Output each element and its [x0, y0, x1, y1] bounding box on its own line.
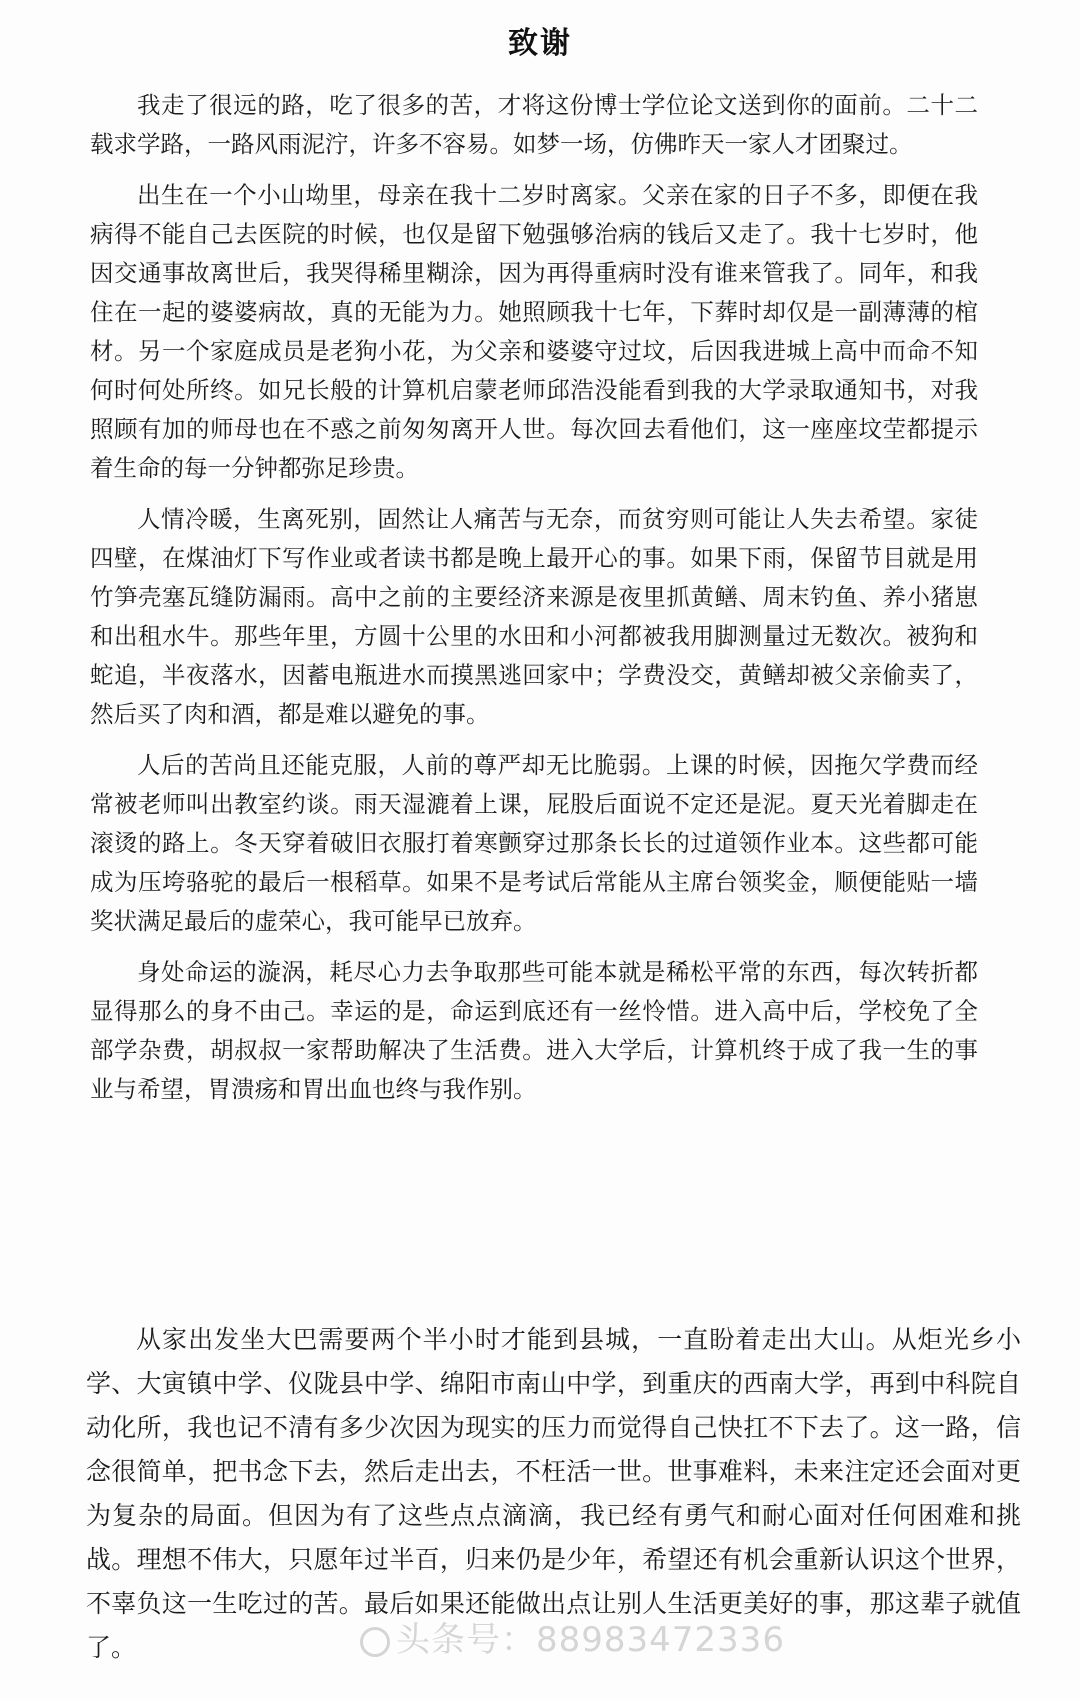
paragraph-2: 出生在一个小山坳里，母亲在我十二岁时离家。父亲在家的日子不多，即便在我病得不能自己去医院的时候，也仅是留下勉强够治病的钱后又走了。我十七岁时，他因交通事故离世后，我哭得稀里糊涂，因为再得重病时没有谁来管我了。同年，和我住在一起的婆婆病故，真的无能为力。她照顾我十七年，下葬时却仅是一副薄薄的棺材。另一个家庭成员是老狗小花，为父亲和婆婆守过坟，后因我进城上高中而命不知何时何处所终。如兄长般的计算机启蒙老师邱浩没能看到我的大学录取通知书，对我照顾有加的师母也在不惑之前匆匆离开人世。每次回去看他们，这一座座坟茔都提示着生命的每一分钟都弥足珍贵。: [90, 181, 978, 482]
acknowledgement-section-1: [90, 86, 978, 1109]
watermark-text: 头条号：88983472336: [396, 1620, 785, 1660]
paragraph-5: 身处命运的漩涡，耗尽心力去争取那些可能本就是稀松平常的东西，每次转折都显得那么的身不由己。幸运的是，命运到底还有一丝怜惜。进入高中后，学校免了全部学杂费，胡叔叔一家帮助解决了生活费。进入大学后，计算机终于成了我一生的事业与希望，胃溃疡和胃出血也终与我作别。: [90, 958, 978, 1103]
watermark: [360, 1612, 785, 1661]
paragraph-1: 我走了很远的路，吃了很多的苦，才将这份博士学位论文送到你的面前。二十二载求学路，一路风雨泥泞，许多不容易。如梦一场，仿佛昨天一家人才团聚过。: [90, 91, 978, 158]
paragraph-4: 人后的苦尚且还能克服，人前的尊严却无比脆弱。上课的时候，因拖欠学费而经常被老师叫出教室约谈。雨天湿漉着上课，屁股后面说不定还是泥。夏天光着脚走在滚烫的路上。冬天穿着破旧衣服打着寒颤穿过那条长长的过道领作业本。这些都可能成为压垮骆驼的最后一根稻草。如果不是考试后常能从主席台领奖金，顺便能贴一墙奖状满足最后的虚荣心，我可能早已放弃。: [90, 751, 978, 935]
page-title: 致谢: [508, 26, 572, 61]
watermark-logo-icon: [360, 1627, 390, 1657]
paragraph-6: 从家出发坐大巴需要两个半小时才能到县城，一直盼着走出大山。从炬光乡小学、大寅镇中学、仪陇县中学、绵阳市南山中学，到重庆的西南大学，再到中科院自动化所，我也记不清有多少次因为现实的压力而觉得自己快扛不下去了。这一路，信念很简单，把书念下去，然后走出去，不枉活一世。世事难料，未来注定还会面对更为复杂的局面。但因为有了这些点点滴滴，我已经有勇气和耐心面对任何困难和挑战。理想不伟大，只愿年过半百，归来仍是少年，希望还有机会重新认识这个世界，不辜负这一生吃过的苦。最后如果还能做出点让别人生活更美好的事，那这辈子就值了。: [86, 1325, 1021, 1662]
paragraph-3: 人情冷暖，生离死别，固然让人痛苦与无奈，而贫穷则可能让人失去希望。家徒四壁，在煤油灯下写作业或者读书都是晚上最开心的事。如果下雨，保留节目就是用竹笋壳塞瓦缝防漏雨。高中之前的主要经济来源是夜里抓黄鳝、周末钓鱼、养小猪崽和出租水牛。那些年里，方圆十公里的水田和小河都被我用脚测量过无数次。被狗和蛇追，半夜落水，因蓄电瓶进水而摸黑逃回家中；学费没交，黄鳝却被父亲偷卖了，然后买了肉和酒，都是难以避免的事。: [90, 505, 978, 728]
